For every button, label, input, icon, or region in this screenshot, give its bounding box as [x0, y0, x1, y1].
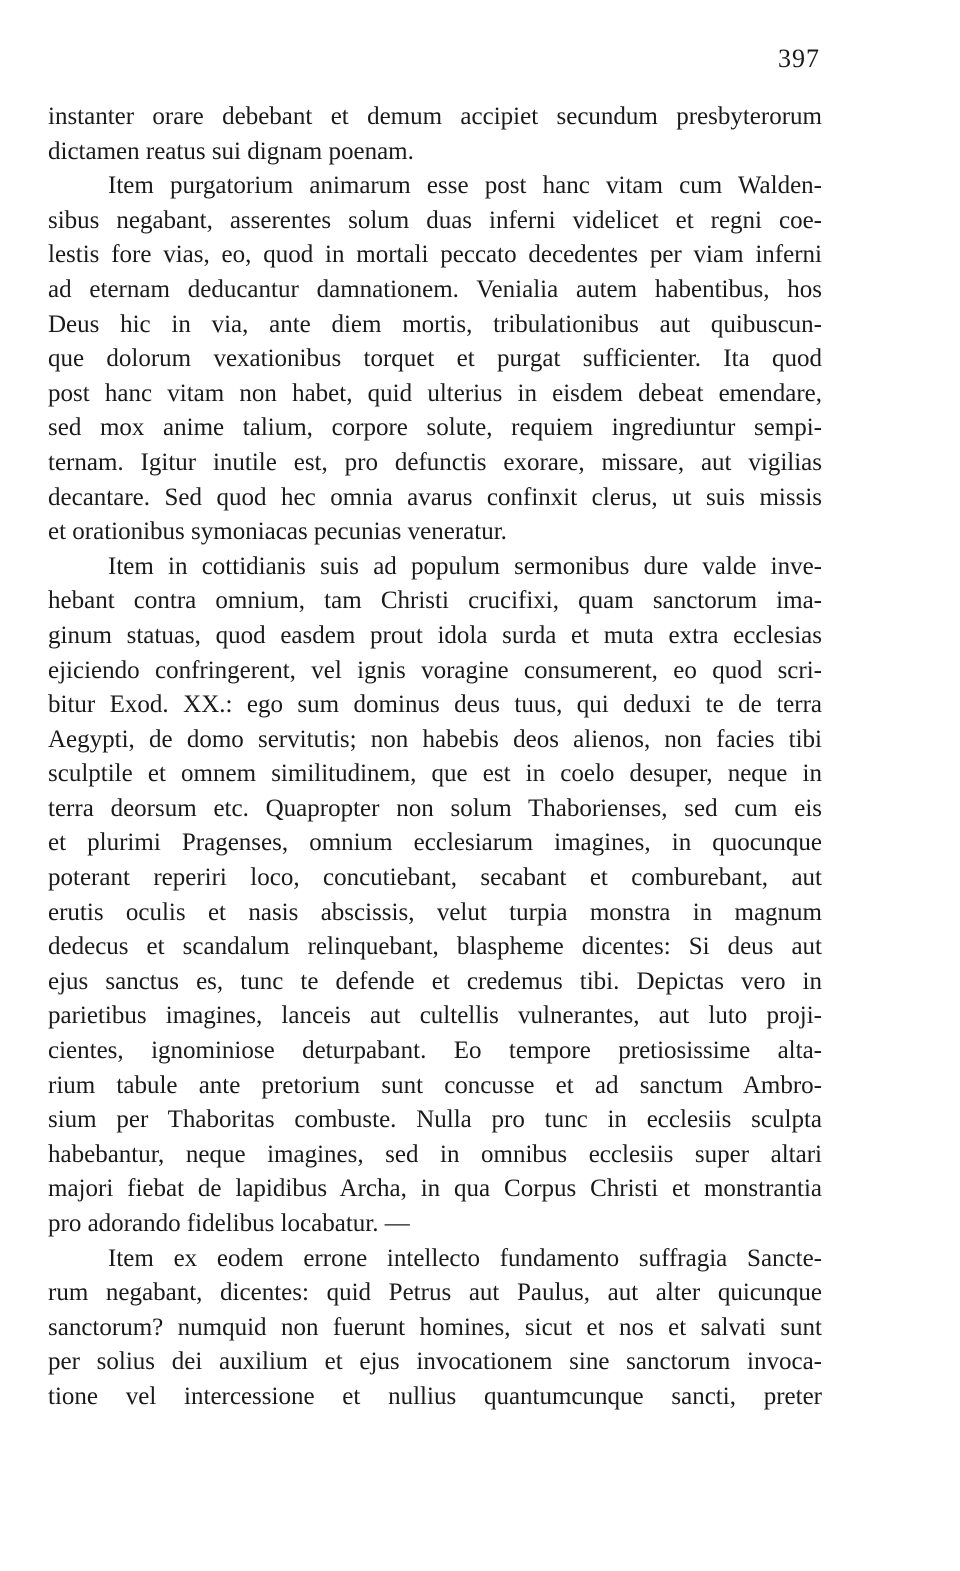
text-line: sium per Thaboritas combuste. Nulla pro tunc in ecclesiis sculpta: [48, 1106, 822, 1134]
text-line: ginum statuas, quod easdem prout idola surda et muta extra ecclesias: [48, 621, 822, 649]
text-line: rium tabule ante pretorium sunt concusse et ad sanctum Ambro-: [48, 1071, 822, 1099]
text-line: ad eternam deducantur damnationem. Venialia autem habentibus, hos: [48, 275, 822, 303]
text-line: pro adorando fidelibus locabatur. —: [48, 1210, 410, 1237]
text-line: sed mox anime talium, corpore solute, requiem ingrediuntur sempi-: [48, 414, 822, 442]
text-line: Item ex eodem errone intellecto fundamento suffragia Sancte-: [108, 1244, 822, 1272]
page-number: 397: [778, 44, 820, 73]
text-line: ternam. Igitur inutile est, pro defunctis exorare, missare, aut vigilias: [48, 448, 822, 476]
text-line: decantare. Sed quod hec omnia avarus confinxit clerus, ut suis missis: [48, 483, 822, 511]
text-line: parietibus imagines, lanceis aut cultellis vulnerantes, aut luto proji-: [48, 1002, 822, 1030]
text-line: Item in cottidianis suis ad populum sermonibus dure valde inve-: [108, 552, 822, 580]
text-line: cientes, ignominiose deturpabant. Eo tempore pretiosissime alta-: [48, 1037, 822, 1065]
text-line: sanctorum? numquid non fuerunt homines, sicut et nos et salvati sunt: [48, 1313, 822, 1341]
body-text: [48, 100, 822, 1415]
text-line: ejus sanctus es, tunc te defende et credemus tibi. Depictas vero in: [48, 967, 822, 995]
text-line: dedecus et scandalum relinquebant, blaspheme dicentes: Si deus aut: [48, 933, 822, 961]
text-line: tione vel intercessione et nullius quantumcunque sancti, preter: [48, 1382, 822, 1410]
text-line: bitur Exod. XX.: ego sum dominus deus tuus, qui deduxi te de terra: [48, 691, 822, 719]
text-line: Aegypti, de domo servitutis; non habebis deos alienos, non facies tibi: [48, 725, 822, 753]
text-line: post hanc vitam non habet, quid ulterius in eisdem debeat emendare,: [48, 379, 822, 407]
text-line: que dolorum vexationibus torquet et purgat sufficienter. Ita quod: [48, 345, 822, 373]
text-line: dictamen reatus sui dignam poenam.: [48, 137, 414, 165]
text-line: poterant reperiri loco, concutiebant, secabant et comburebant, aut: [48, 864, 822, 892]
text-line: rum negabant, dicentes: quid Petrus aut Paulus, aut alter quicunque: [48, 1279, 822, 1307]
text-line: et plurimi Pragenses, omnium ecclesiarum imagines, in quocunque: [48, 829, 822, 857]
text-line: majori fiebat de lapidibus Archa, in qua Corpus Christi et monstrantia: [48, 1175, 822, 1203]
text-line: sculptile et omnem similitudinem, que est in coelo desuper, neque in: [48, 760, 822, 788]
text-line: per solius dei auxilium et ejus invocationem sine sanctorum invoca-: [48, 1348, 822, 1376]
text-line: sibus negabant, asserentes solum duas inferni videlicet et regni coe-: [48, 206, 822, 234]
text-line: hebant contra omnium, tam Christi crucifixi, quam sanctorum ima-: [48, 587, 822, 615]
text-line: et orationibus symoniacas pecunias veneratur.: [48, 518, 507, 546]
text-line: Deus hic in via, ante diem mortis, tribulationibus aut quibuscun-: [48, 310, 822, 338]
text-line: lestis fore vias, eo, quod in mortali peccato decedentes per viam inferni: [48, 241, 822, 269]
text-line: instanter orare debebant et demum accipiet secundum presbyterorum: [48, 103, 822, 130]
text-line: terra deorsum etc. Quapropter non solum Thaborienses, sed cum eis: [48, 794, 822, 822]
text-line: habebantur, neque imagines, sed in omnibus ecclesiis super altari: [48, 1140, 822, 1168]
text-line: Item purgatorium animarum esse post hanc vitam cum Walden-: [108, 172, 822, 200]
text-line: ejiciendo confringerent, vel ignis voragine consumerent, eo quod scri-: [48, 656, 822, 684]
text-line: erutis oculis et nasis abscissis, velut turpia monstra in magnum: [48, 898, 822, 926]
